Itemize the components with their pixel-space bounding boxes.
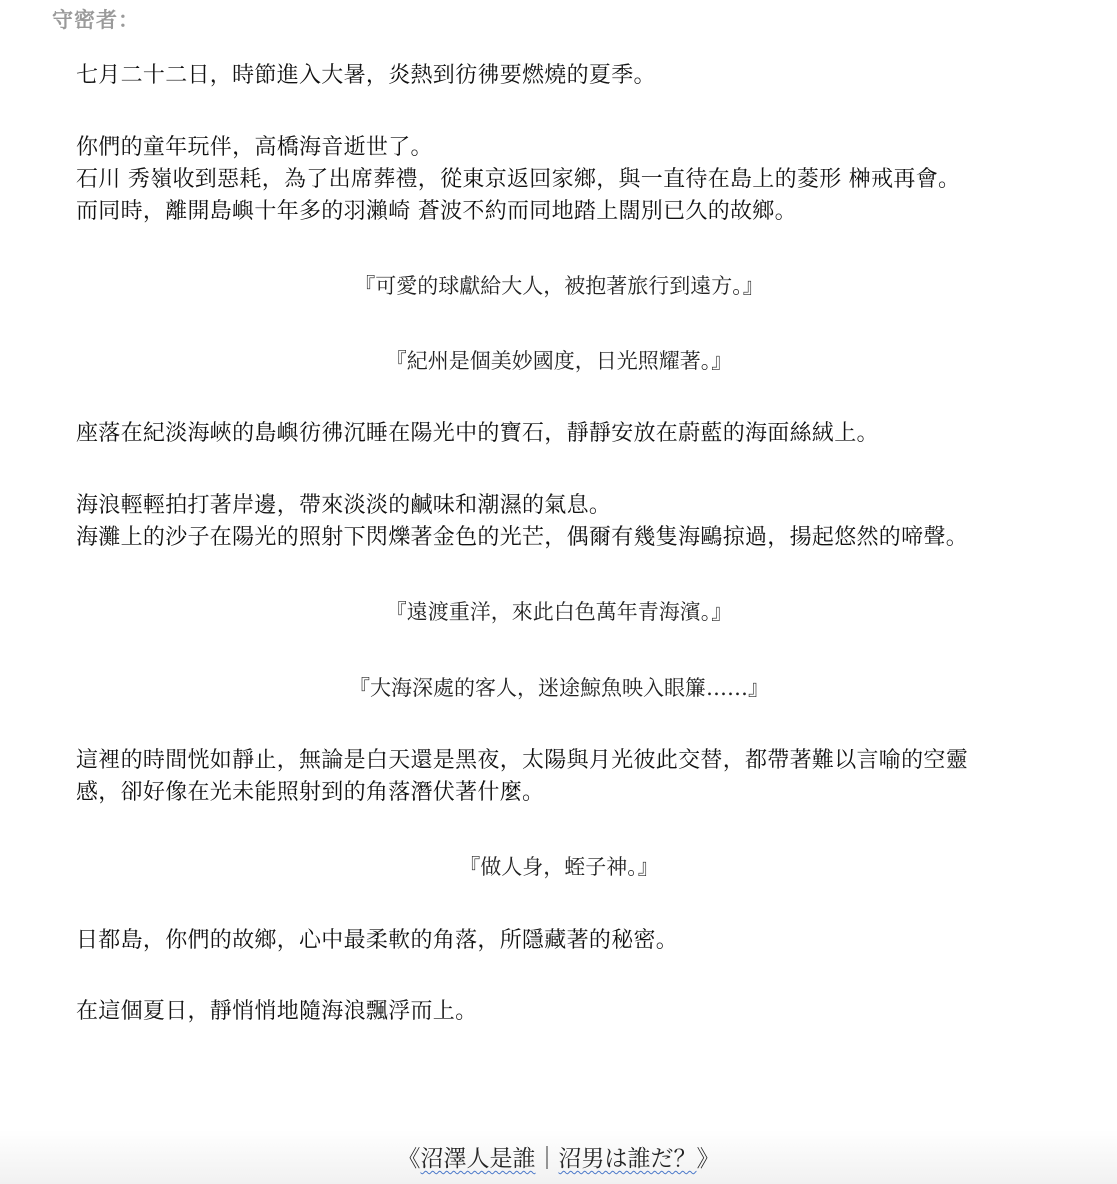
paragraph-time-line2: 感，卻好像在光未能照射到的角落潛伏著什麼。 [76, 780, 545, 805]
quote-ball: 『可愛的球獻給大人，被抱著旅行到遠方。』 [354, 274, 764, 298]
quote-hiruko: 『做人身，蛭子神。』 [459, 855, 659, 879]
paragraph-death-line1: 你們的童年玩伴，高橋海音逝世了。 [76, 135, 433, 160]
title-separator: ｜ [535, 1146, 559, 1172]
quote-ocean: 『遠渡重洋，來此白色萬年青海濱。』 [385, 600, 733, 624]
title-open-bracket: 《 [397, 1146, 421, 1172]
title-japanese: 沼男は誰だ？ [558, 1146, 697, 1172]
quote-whale: 『大海深處的客人，迷途鯨魚映入眼簾……』 [349, 676, 769, 700]
footer-bar [0, 1130, 1117, 1184]
title-chinese: 沼澤人是誰 [420, 1146, 536, 1172]
paragraph-waves-line1: 海浪輕輕拍打著岸邊，帶來淡淡的鹹味和潮濕的氣息。 [76, 493, 612, 518]
keeper-label: 守密者： [52, 8, 140, 32]
paragraph-date: 七月二十二日，時節進入大暑，炎熱到彷彿要燃燒的夏季。 [76, 63, 656, 88]
paragraph-death-line3: 而同時，離開島嶼十年多的羽瀨崎 蒼波不約而同地踏上闊別已久的故鄉。 [76, 199, 797, 224]
scenario-title [0, 1140, 1117, 1173]
paragraph-death-line2: 石川 秀嶺收到惡耗，為了出席葬禮，從東京返回家鄉，與一直待在島上的菱形 榊戒再會。 [76, 167, 961, 192]
paragraph-time-line1: 這裡的時間恍如靜止，無論是白天還是黑夜，太陽與月光彼此交替，都帶著難以言喻的空靈 [76, 748, 969, 773]
paragraph-secret: 日都島，你們的故鄉，心中最柔軟的角落，所隱藏著的秘密。 [76, 928, 679, 953]
paragraph-island: 座落在紀淡海峽的島嶼彷彿沉睡在陽光中的寶石，靜靜安放在蔚藍的海面絲絨上。 [76, 421, 879, 446]
quote-kishu: 『紀州是個美妙國度，日光照耀著。』 [385, 349, 733, 373]
paragraph-waves-line2: 海灘上的沙子在陽光的照射下閃爍著金色的光芒，偶爾有幾隻海鷗掠過，揚起悠然的啼聲。 [76, 525, 969, 550]
title-close-bracket: 》 [696, 1146, 720, 1172]
paragraph-summer: 在這個夏日，靜悄悄地隨海浪飄浮而上。 [76, 999, 478, 1024]
